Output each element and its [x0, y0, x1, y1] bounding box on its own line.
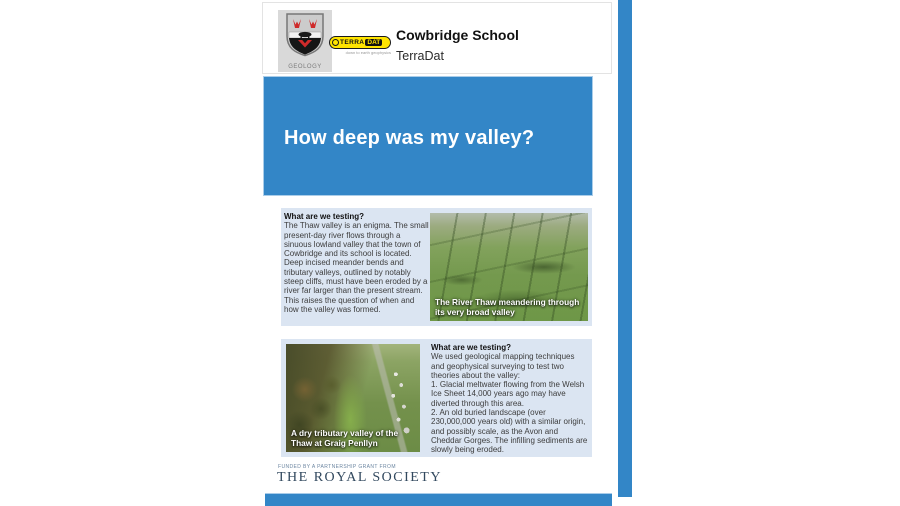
section1-text	[284, 212, 430, 314]
terradat-logo-terra: TERRA	[340, 39, 365, 46]
tributary-valley-photo-caption: A dry tributary valley of the Thaw at Graig Penllyn	[291, 428, 399, 448]
section2-item-2: 2. An old buried landscape (over 230,000,000 years old) with a similar origin, and possibly scale, as the Avon and Cheddar Gorges. The infilling sediments are slowly being eroded.	[431, 408, 588, 455]
partner-name: TerraDat	[396, 49, 444, 63]
section2-body-intro: We used geological mapping techniques and geophysical surveying to test two theories about the valley:	[431, 352, 575, 380]
river-thaw-photo	[430, 213, 588, 321]
crest-label: GEOLOGY	[288, 64, 322, 70]
section2-item-1: 1. Glacial meltwater flowing from the Welsh Ice Sheet 14,000 years ago may have diverted through this area.	[431, 380, 585, 408]
school-crest	[278, 10, 332, 72]
title-banner	[263, 76, 593, 196]
funding-line: FUNDED BY A PARTNERSHIP GRANT FROM	[278, 464, 396, 470]
section-what-are-we-testing-1	[281, 208, 592, 326]
section2-text	[431, 343, 589, 455]
section2-heading: What are we testing?	[431, 343, 512, 352]
terradat-logo-pill	[329, 36, 391, 49]
geology-crest-icon	[285, 13, 325, 62]
section-what-are-we-testing-2	[281, 339, 592, 457]
school-name: Cowbridge School	[396, 27, 519, 43]
royal-society-logo: THE ROYAL SOCIETY	[277, 470, 442, 485]
bottom-accent-bar	[265, 493, 612, 506]
section1-heading: What are we testing?	[284, 212, 365, 221]
terradat-logo-icon	[332, 39, 339, 46]
tributary-valley-photo	[286, 344, 420, 452]
page-title: How deep was my valley?	[284, 127, 535, 149]
terradat-logo-dat: DAT	[367, 39, 381, 46]
section1-body: The Thaw valley is an enigma. The small present-day river flows through a sinuous lowland valley that the town of Cowbridge and its school is located. Deep incised meander bends and tributary valleys, outlined by notably steep cliffs, must have been eroded by a river far larger than the present stream. This raises the question of when and how the valley was formed.	[284, 221, 429, 314]
header	[262, 2, 612, 74]
right-accent-bar	[618, 0, 632, 497]
river-thaw-photo-caption: The River Thaw meandering through its very broad valley	[435, 297, 580, 317]
terradat-logo-tagline: down to earth geophysics	[345, 50, 391, 55]
terradat-logo	[329, 36, 391, 55]
